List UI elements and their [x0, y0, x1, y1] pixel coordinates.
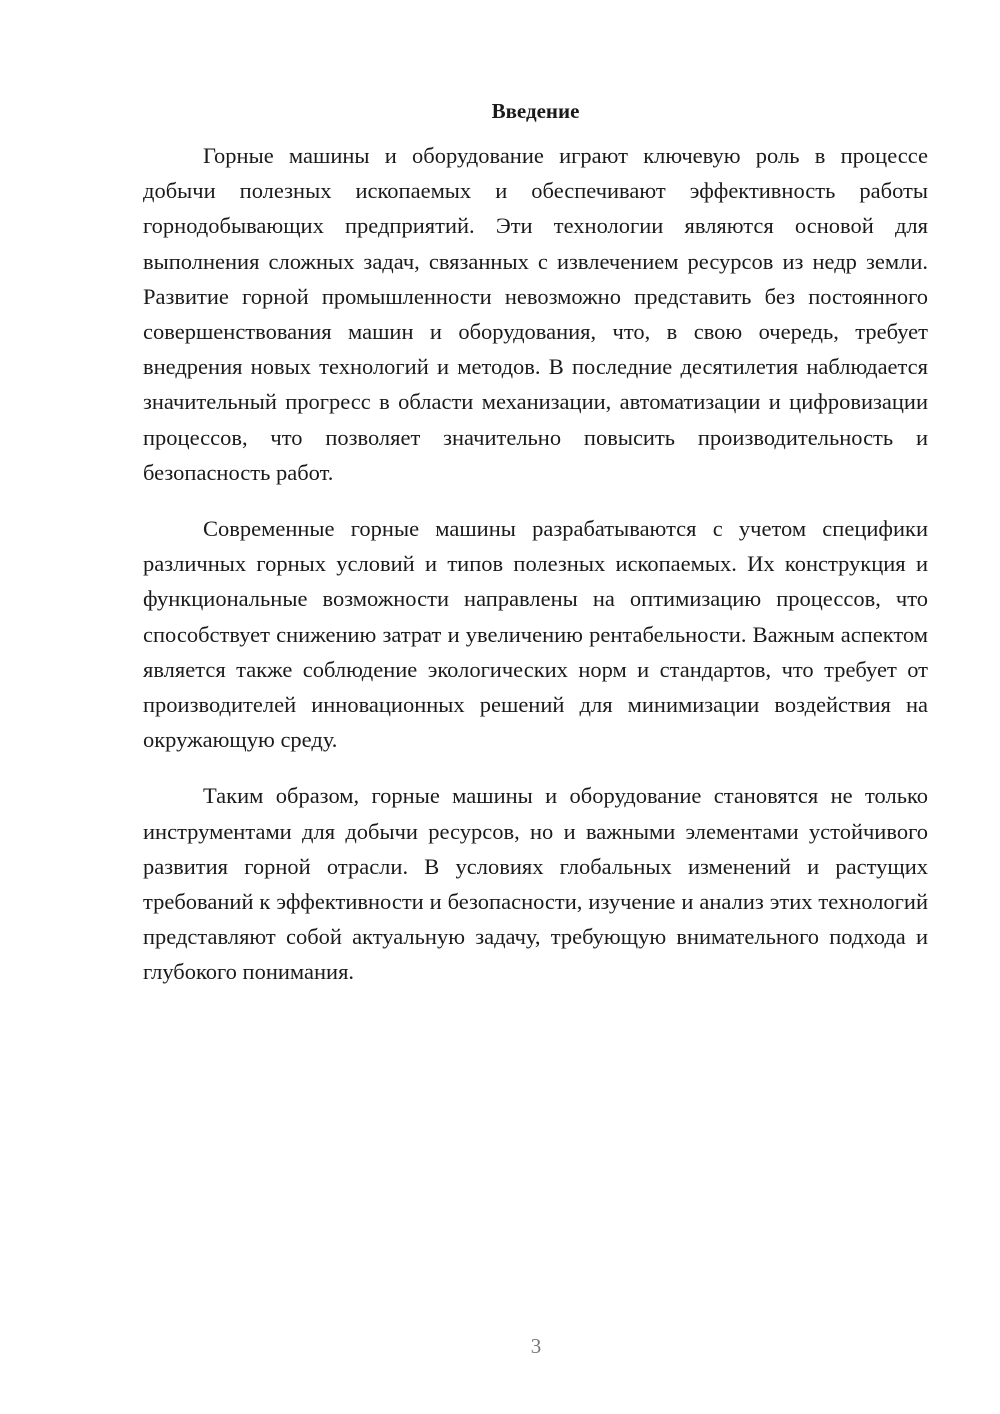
section-title: Введение	[491, 99, 580, 123]
paragraph-3: Таким образом, горные машины и оборудование становятся не только инструментами для добычи ресурсов, но и важными элементами устойчивого развития горной отрасли. В условиях глобальных изменений и растущих требований к эффективности и безопасности, изучение и анализ этих технологий представляют собой актуальную задачу, требующую внимательного подхода и глубокого понимания.	[143, 783, 928, 985]
paragraph-2: Современные горные машины разрабатываются с учетом специфики различных горных условий и типов полезных ископаемых. Их конструкция и функциональные возможности направлены на оптимизацию процессов, что способствует снижению затрат и увеличению рентабельности. Важным аспектом является также соблюдение экологических норм и стандартов, что требует от производителей инновационных решений для минимизации воздействия на окружающую среду.	[143, 516, 928, 753]
paragraph-1: Горные машины и оборудование играют ключевую роль в процессе добычи полезных ископаемых и обеспечивают эффективность работы горнодобывающих предприятий. Эти технологии являются основой для выполнения сложных задач, связанных с извлечением ресурсов из недр земли. Развитие горной промышленности невозможно представить без постоянного совершенствования машин и оборудования, что, в свою очередь, требует внедрения новых технологий и методов. В последние десятилетия наблюдается значительный прогресс в области механизации, автоматизации и цифровизации процессов, что позволяет значительно повысить производительность и безопасность работ.	[143, 143, 928, 485]
page-content	[143, 96, 928, 990]
page-number: 3	[530, 1334, 542, 1358]
